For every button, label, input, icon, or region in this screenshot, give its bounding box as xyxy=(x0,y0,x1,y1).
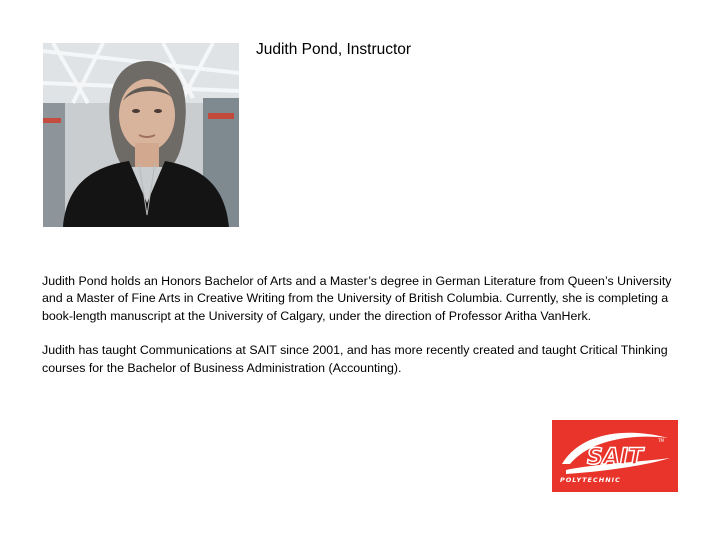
instructor-bio xyxy=(42,273,682,394)
slide-title: Judith Pond, Instructor xyxy=(256,41,412,58)
logo-trademark: TM xyxy=(658,438,664,443)
logo-wordmark: SAIT xyxy=(586,445,644,470)
instructor-photo xyxy=(43,43,239,227)
sait-polytechnic-logo xyxy=(552,420,678,492)
bio-paragraph-teaching: Judith has taught Communications at SAIT since 2001, and has more recently created and taught Critical Thinking courses for the Bachelor of Business Administration (Accounting). xyxy=(42,343,668,375)
logo-subtitle: POLYTECHNIC xyxy=(560,476,621,484)
bio-paragraph-education: Judith Pond holds an Honors Bachelor of Arts and a Master’s degree in German Literature from Queen’s University and a Master of Fine Arts in Creative Writing from the University of British Columbia. Currently, she is completing a book-length manuscript at the University of Calgary, under the direction of Professor Aritha VanHerk. xyxy=(42,274,672,323)
